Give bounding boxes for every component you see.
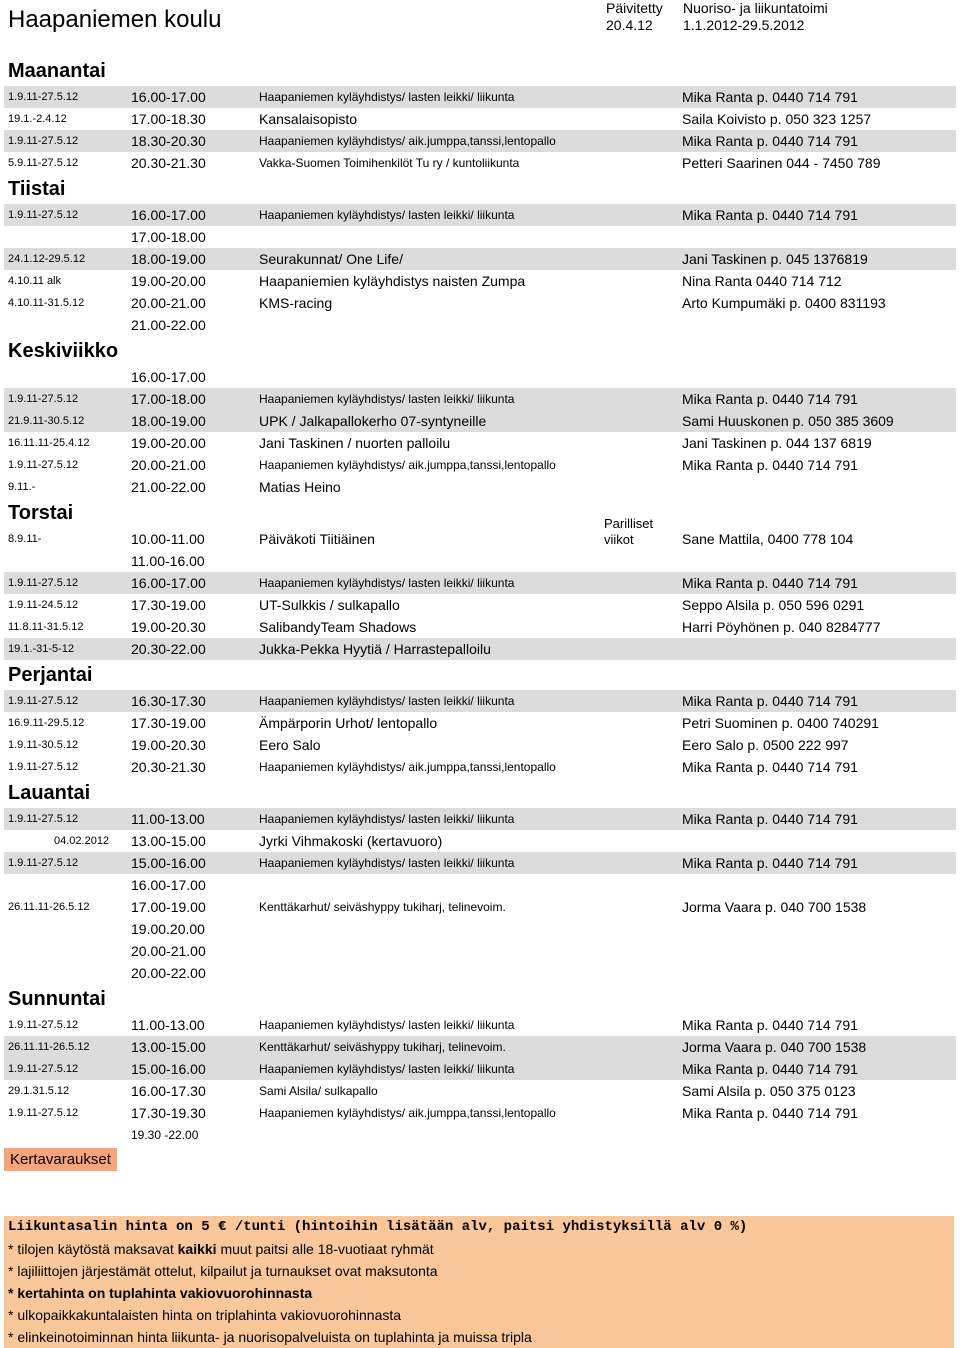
booking-period: 1.9.11-27.5.12 <box>8 695 79 707</box>
time-slot: 16.00-17.30 <box>131 1083 206 1099</box>
time-slot: 20.30-21.30 <box>131 759 206 775</box>
schedule-row <box>4 830 956 852</box>
booking-period: 1.9.11-27.5.12 <box>8 1107 79 1119</box>
booking-period: 16.11.11-25.4.12 <box>8 437 90 449</box>
schedule-row <box>4 152 956 174</box>
time-slot: 20.30-22.00 <box>131 641 206 657</box>
time-slot: 20.30-21.30 <box>131 155 206 171</box>
activity: Eero Salo <box>259 737 321 753</box>
time-slot: 13.00-15.00 <box>131 833 206 849</box>
booking-period: 1.9.11-27.5.12 <box>8 135 79 147</box>
time-slot: 18.00-19.00 <box>131 251 206 267</box>
schedule-row <box>4 314 956 336</box>
time-slot: 18.00-19.00 <box>131 413 206 429</box>
schedule-row <box>4 734 956 756</box>
booking-period: 1.9.11-27.5.12 <box>8 1019 79 1031</box>
schedule-row <box>4 366 956 388</box>
time-slot: 16.00-17.00 <box>131 575 206 591</box>
schedule-row <box>4 1102 956 1124</box>
updated-info <box>606 0 663 34</box>
contact: Eero Salo p. 0500 222 997 <box>682 737 849 753</box>
schedule-row <box>4 454 956 476</box>
booking-period: 04.02.2012 <box>54 835 110 847</box>
schedule-row <box>4 756 956 778</box>
activity: Kenttäkarhut/ seiväshyppy tukiharj, telinevoim. <box>259 1040 506 1054</box>
activity: Haapaniemen kyläyhdistys/ lasten leikki/ liikunta <box>259 1018 515 1032</box>
one-off-bookings-label: Kertavaraukset <box>4 1148 117 1171</box>
contact: Mika Ranta p. 0440 714 791 <box>682 855 858 871</box>
footer-line-1a: * tilojen käytöstä maksavat <box>8 1241 178 1257</box>
booking-period: 19.1.-2.4.12 <box>8 113 67 125</box>
activity: Haapaniemen kyläyhdistys/ lasten leikki/ liikunta <box>259 812 515 826</box>
time-slot: 20.00-21.00 <box>131 457 206 473</box>
time-slot: 17.30-19.00 <box>131 715 206 731</box>
time-slot: 11.00-16.00 <box>131 553 205 569</box>
pricing-footer <box>4 1216 954 1348</box>
contact: Mika Ranta p. 0440 714 791 <box>682 457 858 473</box>
season-range: 1.1.2012-29.5.2012 <box>683 17 805 33</box>
schedule-row <box>4 516 956 550</box>
contact: Arto Kumpumäki p. 0400 831193 <box>682 295 886 311</box>
schedule-row <box>4 594 956 616</box>
day-heading: Tiistai <box>8 178 66 200</box>
activity: Jyrki Vihmakoski (kertavuoro) <box>259 833 443 849</box>
schedule-row <box>4 476 956 498</box>
day-heading: Lauantai <box>8 782 91 804</box>
booking-period: 1.9.11-27.5.12 <box>8 813 79 825</box>
time-slot: 16.30-17.30 <box>131 693 206 709</box>
schedule-row <box>4 690 956 712</box>
contact: Jani Taskinen p. 044 137 6819 <box>682 435 872 451</box>
booking-period: 16.9.11-29.5.12 <box>8 717 85 729</box>
footer-line-2: * lajiliittojen järjestämät ottelut, kilpailut ja turnaukset ovat maksutonta <box>8 1263 438 1279</box>
time-slot: 17.00-19.00 <box>131 899 206 915</box>
time-slot: 16.00-17.00 <box>131 89 206 105</box>
time-slot: 16.00-17.00 <box>131 877 206 893</box>
activity: Haapaniemen kyläyhdistys/ lasten leikki/ liikunta <box>259 694 515 708</box>
time-slot: 10.00-11.00 <box>131 531 205 547</box>
schedule-row <box>4 292 956 314</box>
contact: Jorma Vaara p. 040 700 1538 <box>682 1039 867 1055</box>
season-label: Nuoriso- ja liikuntatoimi <box>683 0 828 16</box>
contact: Harri Pöyhönen p. 040 8284777 <box>682 619 881 635</box>
booking-period: 21.9.11-30.5.12 <box>8 415 85 427</box>
schedule-row <box>4 616 956 638</box>
schedule-row <box>4 1036 956 1058</box>
contact: Mika Ranta p. 0440 714 791 <box>682 89 858 105</box>
contact: Mika Ranta p. 0440 714 791 <box>682 759 858 775</box>
booking-period: 1.9.11-27.5.12 <box>8 1063 79 1075</box>
activity: Haapaniemien kyläyhdistys naisten Zumpa <box>259 273 526 289</box>
activity: Haapaniemen kyläyhdistys/ aik.jumppa,tanssi,lentopallo <box>259 760 556 774</box>
schedule-row <box>4 918 956 940</box>
booking-period: 1.9.11-27.5.12 <box>8 761 79 773</box>
contact: Saila Koivisto p. 050 323 1257 <box>682 111 872 127</box>
contact: Sami Huuskonen p. 050 385 3609 <box>682 413 894 429</box>
footer-line-3: * kertahinta on tuplahinta vakiovuorohinnasta <box>8 1285 313 1301</box>
activity: Haapaniemen kyläyhdistys/ aik.jumppa,tanssi,lentopallo <box>259 1106 556 1120</box>
contact: Mika Ranta p. 0440 714 791 <box>682 1061 858 1077</box>
schedule-row <box>4 550 956 572</box>
activity: Jani Taskinen / nuorten palloilu <box>259 435 451 451</box>
schedule-row <box>4 86 956 108</box>
contact: Mika Ranta p. 0440 714 791 <box>682 391 858 407</box>
schedule-row <box>4 248 956 270</box>
booking-period: 11.8.11-31.5.12 <box>8 621 84 633</box>
schedule-row <box>4 896 956 918</box>
activity: Haapaniemen kyläyhdistys/ lasten leikki/ liikunta <box>259 1062 515 1076</box>
activity: SalibandyTeam Shadows <box>259 619 417 635</box>
activity: Haapaniemen kyläyhdistys/ lasten leikki/ liikunta <box>259 576 515 590</box>
booking-period: 29.1.31.5.12 <box>8 1085 70 1097</box>
contact: Mika Ranta p. 0440 714 791 <box>682 575 858 591</box>
contact: Petri Suominen p. 0400 740291 <box>682 715 879 731</box>
updated-date: 20.4.12 <box>606 17 653 33</box>
schedule-row <box>4 572 956 594</box>
activity: Kansalaisopisto <box>259 111 358 127</box>
booking-period: 1.9.11-27.5.12 <box>8 209 79 221</box>
booking-period: 26.11.11-26.5.12 <box>8 901 90 913</box>
schedule <box>4 56 956 1146</box>
time-slot: 17.30-19.30 <box>131 1105 206 1121</box>
time-slot: 17.30-19.00 <box>131 597 206 613</box>
booking-period: 26.11.11-26.5.12 <box>8 1041 90 1053</box>
contact: Jani Taskinen p. 045 1376819 <box>682 251 868 267</box>
updated-label: Päivitetty <box>606 0 663 16</box>
time-slot: 15.00-16.00 <box>131 1061 206 1077</box>
note: Parilliset viikot <box>604 516 654 547</box>
booking-period: 1.9.11-27.5.12 <box>8 393 79 405</box>
activity: Jukka-Pekka Hyytiä / Harrastepalloilu <box>259 641 491 657</box>
activity: Haapaniemen kyläyhdistys/ lasten leikki/ liikunta <box>259 392 515 406</box>
schedule-row <box>4 388 956 410</box>
contact: Mika Ranta p. 0440 714 791 <box>682 1105 858 1121</box>
schedule-row <box>4 962 956 984</box>
activity: KMS-racing <box>259 295 333 311</box>
time-slot: 19.00-20.00 <box>131 435 206 451</box>
day-heading: Maanantai <box>8 60 106 82</box>
activity: UPK / Jalkapallokerho 07-syntyneille <box>259 413 487 429</box>
schedule-row <box>4 852 956 874</box>
schedule-row <box>4 432 956 454</box>
footer-line-1b: kaikki <box>177 1241 217 1257</box>
contact: Mika Ranta p. 0440 714 791 <box>682 133 858 149</box>
activity: Haapaniemen kyläyhdistys/ lasten leikki/ liikunta <box>259 856 515 870</box>
booking-period: 9.11.- <box>8 481 36 493</box>
booking-period: 1.9.11-27.5.12 <box>8 857 79 869</box>
footer-line-5: * elinkeinotoiminnan hinta liikunta- ja nuorisopalveluista on tuplahinta ja muissa tripla <box>8 1329 532 1345</box>
contact: Mika Ranta p. 0440 714 791 <box>682 811 858 827</box>
schedule-row <box>4 638 956 660</box>
activity: Haapaniemen kyläyhdistys/ aik.jumppa,tanssi,lentopallo <box>259 458 556 472</box>
time-slot: 16.00-17.00 <box>131 369 206 385</box>
time-slot: 17.00-18.00 <box>131 229 206 245</box>
activity: Vakka-Suomen Toimihenkilöt Tu ry / kuntoliikunta <box>259 156 520 170</box>
activity: Haapaniemen kyläyhdistys/ lasten leikki/ liikunta <box>259 90 515 104</box>
day-heading: Torstai <box>8 502 74 524</box>
time-slot: 20.00-22.00 <box>131 965 206 981</box>
time-slot: 16.00-17.00 <box>131 207 206 223</box>
booking-period: 1.9.11-27.5.12 <box>8 459 79 471</box>
schedule-row <box>4 1058 956 1080</box>
schedule-row <box>4 808 956 830</box>
schedule-row <box>4 1080 956 1102</box>
time-slot: 11.00-13.00 <box>131 811 205 827</box>
schedule-row <box>4 130 956 152</box>
schedule-row <box>4 940 956 962</box>
time-slot: 20.00-21.00 <box>131 943 206 959</box>
schedule-row <box>4 270 956 292</box>
activity: UT-Sulkkis / sulkapallo <box>259 597 400 613</box>
contact: Seppo Alsila p. 050 596 0291 <box>682 597 865 613</box>
booking-period: 4.10.11 alk <box>8 275 62 287</box>
time-slot: 17.00-18.00 <box>131 391 206 407</box>
time-slot: 13.00-15.00 <box>131 1039 206 1055</box>
time-slot: 21.00-22.00 <box>131 317 206 333</box>
contact: Petteri Saarinen 044 - 7450 789 <box>682 155 881 171</box>
time-slot: 11.00-13.00 <box>131 1017 205 1033</box>
activity: Ämpärporin Urhot/ lentopallo <box>259 715 438 731</box>
time-slot: 18.30-20.30 <box>131 133 206 149</box>
contact: Mika Ranta p. 0440 714 791 <box>682 207 858 223</box>
time-slot: 15.00-16.00 <box>131 855 206 871</box>
activity: Haapaniemen kyläyhdistys/ lasten leikki/ liikunta <box>259 208 515 222</box>
contact: Nina Ranta 0440 714 712 <box>682 273 842 289</box>
time-slot: 19.00.20.00 <box>131 921 205 937</box>
activity: Haapaniemen kyläyhdistys/ aik.jumppa,tanssi,lentopallo <box>259 134 556 148</box>
time-slot: 19.00-20.30 <box>131 737 206 753</box>
day-heading: Sunnuntai <box>8 988 106 1010</box>
footer-line-4: * ulkopaikkakuntalaisten hinta on triplahinta vakiovuorohinnasta <box>8 1307 402 1323</box>
price-line: Liikuntasalin hinta on 5 € /tunti (hintoihin lisätään alv, paitsi yhdistyksillä alv 0 %) <box>8 1219 748 1235</box>
footer-line-1 <box>8 1238 950 1260</box>
day-heading: Keskiviikko <box>8 340 119 362</box>
schedule-row <box>4 108 956 130</box>
booking-period: 19.1.-31-5-12 <box>8 643 75 655</box>
contact: Sami Alsila p. 050 375 0123 <box>682 1083 856 1099</box>
booking-period: 5.9.11-27.5.12 <box>8 157 79 169</box>
contact: Mika Ranta p. 0440 714 791 <box>682 1017 858 1033</box>
time-slot: 19.00-20.30 <box>131 619 206 635</box>
booking-period: 1.9.11-27.5.12 <box>8 577 79 589</box>
booking-period: 24.1.12-29.5.12 <box>8 253 86 265</box>
season-info <box>683 0 828 34</box>
time-slot: 19.30 -22.00 <box>131 1128 199 1142</box>
activity: Seurakunnat/ One Life/ <box>259 251 403 267</box>
schedule-row <box>4 226 956 248</box>
booking-period: 4.10.11-31.5.12 <box>8 297 85 309</box>
booking-period: 1.9.11-24.5.12 <box>8 599 79 611</box>
page-title: Haapaniemen koulu <box>8 6 222 33</box>
schedule-row <box>4 1014 956 1036</box>
time-slot: 20.00-21.00 <box>131 295 206 311</box>
schedule-row <box>4 204 956 226</box>
schedule-row <box>4 712 956 734</box>
schedule-row <box>4 874 956 896</box>
contact: Jorma Vaara p. 040 700 1538 <box>682 899 867 915</box>
booking-period: 1.9.11-30.5.12 <box>8 739 79 751</box>
contact: Mika Ranta p. 0440 714 791 <box>682 693 858 709</box>
time-slot: 21.00-22.00 <box>131 479 206 495</box>
day-heading: Perjantai <box>8 664 93 686</box>
schedule-row <box>4 410 956 432</box>
booking-period: 8.9.11- <box>8 533 42 545</box>
contact: Sane Mattila, 0400 778 104 <box>682 531 854 547</box>
activity: Kenttäkarhut/ seiväshyppy tukiharj, telinevoim. <box>259 900 506 914</box>
booking-period: 1.9.11-27.5.12 <box>8 91 79 103</box>
time-slot: 19.00-20.00 <box>131 273 206 289</box>
activity: Sami Alsila/ sulkapallo <box>259 1084 378 1098</box>
time-slot: 17.00-18.30 <box>131 111 206 127</box>
schedule-row <box>4 1124 956 1146</box>
footer-line-1c: muut paitsi alle 18-vuotiaat ryhmät <box>216 1241 434 1257</box>
activity: Matias Heino <box>259 479 341 495</box>
activity: Päiväkoti Tiitiäinen <box>259 531 375 547</box>
